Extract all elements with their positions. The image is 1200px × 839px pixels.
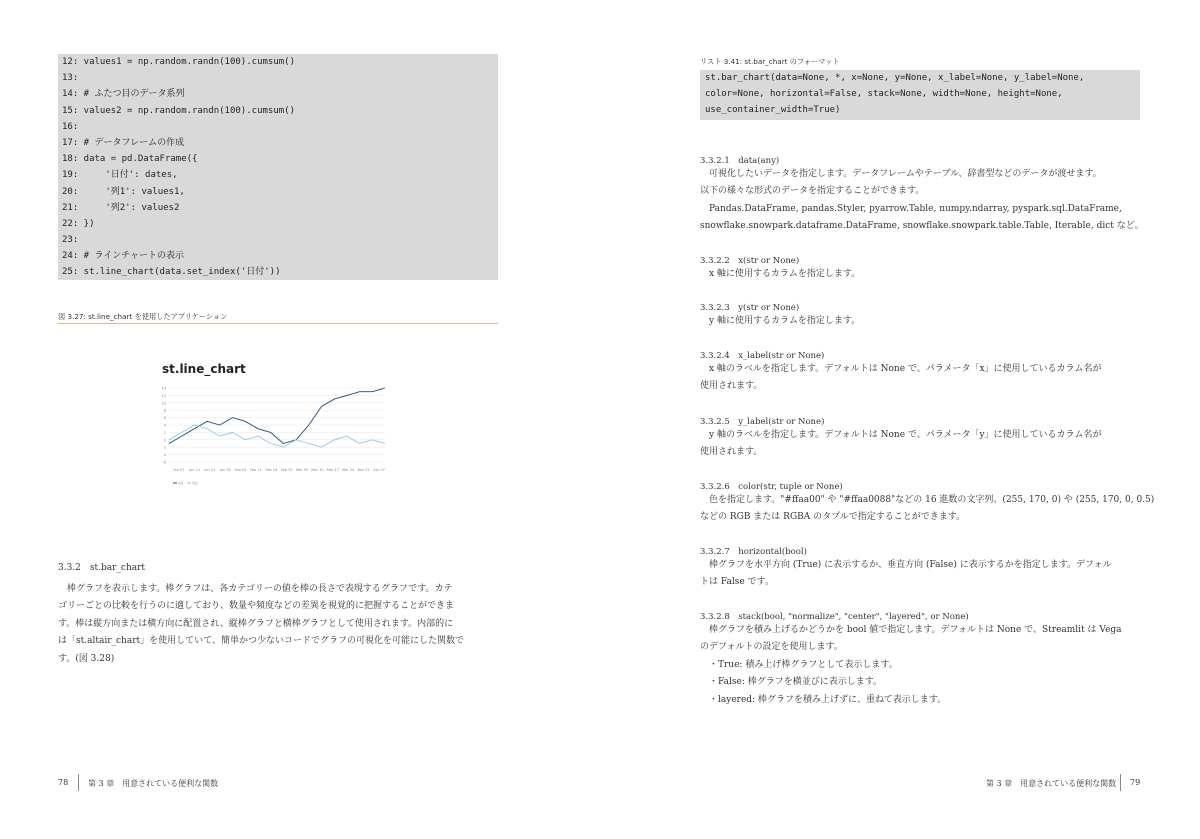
- x-tick-label: Jan 21: [204, 468, 216, 472]
- param-description-line: 以下の様々な形式のデータを指定することができます。: [700, 186, 925, 197]
- figure-caption: 図 3.27: st.line_chart を使用したアプリケーション: [58, 312, 228, 321]
- code-line: 14: # ふたつ目のデータ系列: [62, 89, 185, 100]
- param-description-line: 棒グラフを水平方向 (True) に表示するか、垂直方向 (False) に表示するかを指定します。デフォル: [700, 560, 1112, 570]
- param-heading: 3.3.2.8 stack(bool, "normalize", "center", "layered", or None): [700, 612, 969, 622]
- y-tick-label: 4: [163, 423, 166, 428]
- code-line: 13:: [62, 73, 79, 84]
- code-line: 21: '列2': values2: [62, 202, 180, 213]
- param-heading: 3.3.2.6 color(str, tuple or None): [700, 482, 843, 492]
- footer-divider-right: [1120, 774, 1121, 791]
- code-line: 19: '日付': dates,: [62, 170, 178, 181]
- param-description-line: などの RGB または RGBA のタプルで指定することができます。: [700, 512, 966, 523]
- x-tick-label: Mar 03: [295, 468, 309, 472]
- footer-divider-left: [78, 774, 79, 791]
- param-description-line: x 軸に使用するカラムを指定します。: [700, 269, 861, 279]
- body-line: は「st.altair_chart」を使用していて、簡単かつ少ないコードでグラフの可視化を可能にした関数で: [58, 636, 464, 647]
- chapter-title-left: 第 3 章 用意されている便利な関数: [88, 779, 219, 788]
- param-heading: 3.3.2.1 data(any): [700, 156, 780, 166]
- y-tick-label: 12: [161, 393, 166, 398]
- line-chart: [155, 382, 395, 492]
- body-line: す。(図 3.28): [58, 653, 115, 664]
- chapter-title-right: 第 3 章 用意されている便利な関数: [986, 779, 1117, 788]
- param-description-line: 使用されます。: [700, 381, 763, 392]
- code-line: 24: # ラインチャートの表示: [62, 251, 184, 262]
- body-line: す。棒は縦方向または横方向に配置され、縦棒グラフと横棒グラフとして使用されます。内部的に: [58, 618, 454, 629]
- x-tick-label: Mar 24: [342, 468, 355, 472]
- series-line-1: [169, 388, 385, 444]
- param-description-line: snowflake.snowpark.dataframe.DataFrame, snowflake.snowpark.table.Table, Iterable, dict など。: [700, 221, 1144, 232]
- param-description-line: y 軸のラベルを指定します。デフォルトは None で、パラメータ「y」に使用しているカラム名が: [700, 430, 1102, 440]
- param-description-line: 色を指定します。"#ffaa00" や "#ffaa0088"などの 16 進数の文字列、(255, 170, 0) や (255, 170, 0, 0.5): [700, 495, 1155, 505]
- body-line: 棒グラフを表示します。棒グラフは、各カテゴリーの値を棒の長さで表現するグラフです。カテ: [58, 584, 453, 594]
- code-block-bar-chart-format: [700, 70, 1140, 120]
- x-tick-label: Feb 11: [250, 468, 262, 472]
- y-tick-label: -4: [162, 453, 166, 458]
- param-description-line: ・layered: 棒グラフを積み上げずに、重ねて表示します。: [700, 694, 946, 705]
- x-tick-label: Mar 31: [357, 468, 370, 472]
- legend-label: 列2: [192, 481, 198, 486]
- x-tick-label: Feb 18: [265, 468, 278, 472]
- y-tick-label: 0: [163, 438, 166, 443]
- x-tick-label: Apr 07: [373, 468, 385, 472]
- list-caption: リスト 3.41: st.bar_chart のフォーマット: [700, 57, 840, 66]
- legend-label: 列1: [178, 481, 184, 486]
- param-description-line: ・True: 積み上げ棒グラフとして表示します。: [700, 659, 898, 670]
- param-heading: 3.3.2.7 horizontal(bool): [700, 547, 807, 557]
- page-number-left: 78: [58, 778, 69, 787]
- x-tick-label: Jan 07: [173, 468, 185, 472]
- param-description-line: x 軸のラベルを指定します。デフォルトは None で、パラメータ「x」に使用しているカラム名が: [700, 364, 1102, 374]
- y-tick-label: -6: [162, 460, 166, 465]
- code-line: 18: data = pd.DataFrame({: [62, 154, 198, 165]
- param-description-line: y 軸に使用するカラムを指定します。: [700, 316, 861, 326]
- page-number-right: 79: [1130, 778, 1141, 787]
- code-line: 22: }): [62, 218, 95, 229]
- y-tick-label: 6: [163, 416, 166, 421]
- x-tick-label: Feb 25: [280, 468, 293, 472]
- param-description-line: トは False です。: [700, 577, 774, 588]
- param-description-line: ・False: 棒グラフを横並びに表示します。: [700, 677, 882, 688]
- figure-caption-rule: [58, 323, 498, 324]
- param-description-line: Pandas.DataFrame, pandas.Styler, pyarrow.Table, numpy.ndarray, pyspark.sql.DataFrame,: [700, 203, 1122, 214]
- y-tick-label: 2: [163, 430, 166, 435]
- y-tick-label: -2: [162, 445, 166, 450]
- code-line: 25: st.line_chart(data.set_index('日付')): [62, 267, 281, 278]
- code-line: 23:: [62, 235, 79, 246]
- param-heading: 3.3.2.2 x(str or None): [700, 256, 800, 266]
- code-line: 17: # データフレームの作成: [62, 137, 185, 148]
- code-line: 15: values2 = np.random.randn(100).cumsum(): [62, 105, 295, 116]
- section-body: [58, 581, 464, 668]
- param-description-line: 棒グラフを積み上げるかどうかを bool 値で指定します。デフォルトは None で、Streamlit は Vega: [700, 625, 1122, 635]
- param-description-line: 使用されます。: [700, 447, 763, 458]
- section-heading: 3.3.2 st.bar_chart: [58, 563, 146, 573]
- param-description-line: のデフォルトの設定を使用します。: [700, 642, 843, 653]
- x-tick-label: Jan 28: [219, 468, 231, 472]
- code-line: color=None, horizontal=False, stack=None, width=None, height=None,: [705, 89, 1063, 100]
- code-block-line-chart: [58, 54, 498, 280]
- x-tick-label: Jan 14: [188, 468, 200, 472]
- param-description-line: 可視化したいデータを指定します。データフレームやテーブル、辞書型などのデータが渡せます。: [700, 169, 1102, 179]
- code-line: use_container_width=True): [705, 105, 841, 116]
- x-tick-label: Mar 10: [311, 468, 324, 472]
- param-heading: 3.3.2.5 y_label(str or None): [700, 417, 825, 427]
- y-tick-label: 10: [161, 401, 166, 406]
- code-line: 20: '列1': values1,: [62, 186, 185, 197]
- code-line: st.bar_chart(data=None, *, x=None, y=None, x_label=None, y_label=None,: [705, 73, 1085, 83]
- series-line-2: [169, 425, 385, 447]
- body-line: ゴリーごとの比較を行うのに適しており、数量や頻度などの差異を視覚的に把握することができま: [58, 601, 455, 612]
- param-heading: 3.3.2.4 x_label(str or None): [700, 351, 825, 361]
- x-tick-label: Feb 04: [234, 468, 247, 472]
- param-heading: 3.3.2.3 y(str or None): [700, 303, 800, 313]
- y-tick-label: 8: [163, 408, 166, 413]
- chart-title: st.line_chart: [162, 362, 246, 376]
- right-page: [600, 0, 1200, 839]
- x-tick-label: Mar 17: [326, 468, 339, 472]
- y-tick-label: 14: [161, 386, 166, 391]
- code-line: 16:: [62, 121, 79, 132]
- code-line: 12: values1 = np.random.randn(100).cumsum(): [62, 57, 295, 67]
